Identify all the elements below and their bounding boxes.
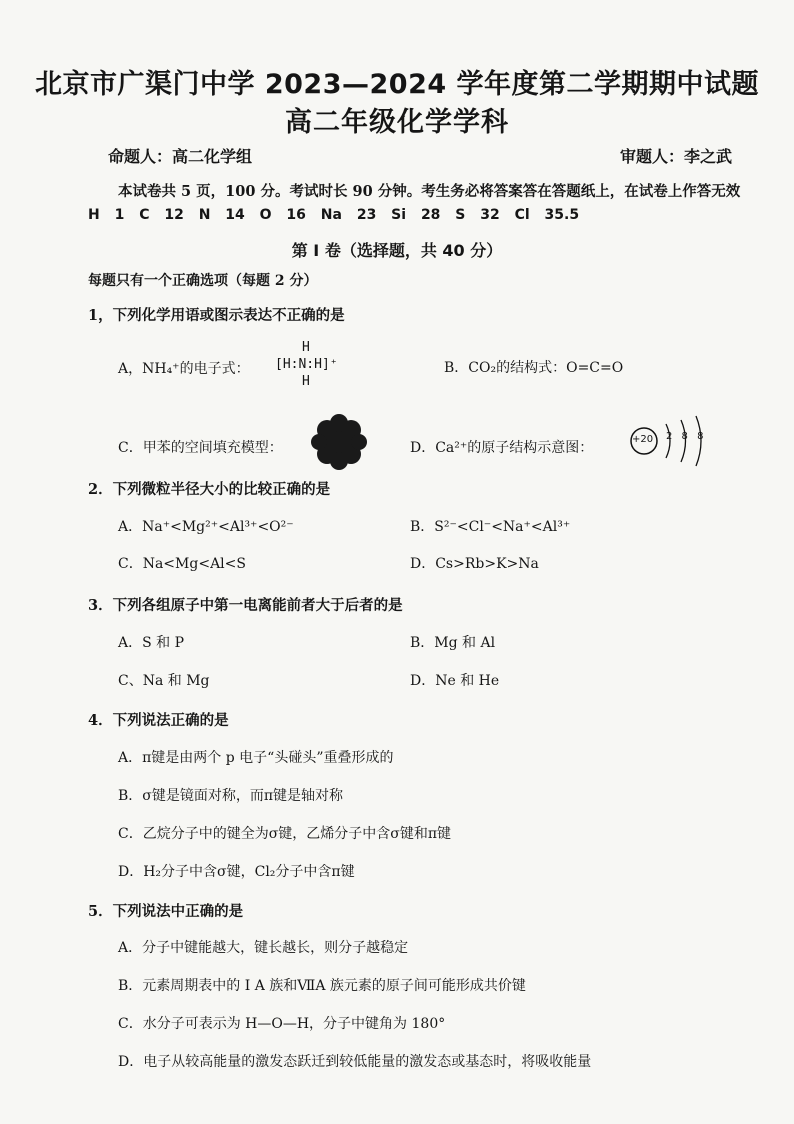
q1-option-a: A，NH₄⁺的电子式： bbox=[118, 361, 250, 377]
question-4-stem: 4．下列说法正确的是 bbox=[88, 712, 229, 729]
q3-option-a: A．S 和 P bbox=[118, 635, 185, 651]
question-3-stem: 3．下列各组原子中第一电离能前者大于后者的是 bbox=[88, 597, 403, 614]
q5-option-b: B．元素周期表中的 I A 族和ⅦA 族元素的原子间可能形成共价键 bbox=[118, 978, 526, 994]
exam-title: 北京市广渠门中学 2023—2024 学年度第二学期期中试题 bbox=[34, 69, 760, 100]
question-5-stem: 5．下列说法中正确的是 bbox=[88, 903, 244, 920]
lewis-top-h: H bbox=[302, 340, 310, 355]
q2-option-a: A．Na⁺<Mg²⁺<Al³⁺<O²⁻ bbox=[118, 519, 294, 535]
q3-option-b: B．Mg 和 Al bbox=[410, 635, 496, 651]
atomic-masses: H 1 C 12 N 14 O 16 Na 23 Si 28 S 32 Cl 35.5 bbox=[88, 207, 580, 223]
question-1-stem: 1，下列化学用语或图示表达不正确的是 bbox=[88, 307, 345, 324]
q1-option-d: D．Ca²⁺的原子结构示意图： bbox=[410, 440, 594, 456]
toluene-space-filling-model bbox=[310, 413, 368, 471]
section-title: 第 I 卷（选择题，共 40 分） bbox=[291, 241, 503, 260]
q1-option-c: C．甲苯的空间填充模型： bbox=[118, 440, 283, 456]
exam-subtitle: 高二年级化学学科 bbox=[285, 107, 509, 138]
calcium-nucleus-label: +20 bbox=[632, 434, 654, 445]
q3-option-c: C、Na 和 Mg bbox=[118, 673, 210, 689]
q4-option-a: A．π键是由两个 p 电子“头碰头”重叠形成的 bbox=[118, 750, 394, 766]
ammonium-lewis-structure: [H:N:H]⁺ bbox=[275, 357, 338, 372]
author-label: 命题人：高二化学组 bbox=[108, 147, 253, 166]
lewis-bottom-h: H bbox=[302, 374, 310, 389]
calcium-shell-electrons: 2 8 8 bbox=[666, 431, 704, 442]
exam-intro: 本试卷共 5 页，100 分。考试时长 90 分钟。考生务必将答案答在答题纸上，在试卷上作答无效 bbox=[118, 183, 741, 200]
q4-option-d: D．H₂分子中含σ键，Cl₂分子中含π键 bbox=[118, 864, 355, 880]
q4-option-c: C．乙烷分子中的键全为σ键，乙烯分子中含σ键和π键 bbox=[118, 826, 452, 842]
q2-option-b: B．S²⁻<Cl⁻<Na⁺<Al³⁺ bbox=[410, 519, 571, 535]
instruction: 每题只有一个正确选项（每题 2 分） bbox=[88, 273, 318, 289]
q3-option-d: D．Ne 和 He bbox=[410, 673, 500, 689]
reviewer-label: 审题人：李之武 bbox=[620, 147, 733, 166]
q2-option-c: C．Na<Mg<Al<S bbox=[118, 556, 246, 572]
q5-option-a: A．分子中键能越大，键长越长，则分子越稳定 bbox=[118, 940, 409, 956]
question-2-stem: 2．下列微粒半径大小的比较正确的是 bbox=[88, 481, 331, 498]
q2-option-d: D．Cs>Rb>K>Na bbox=[410, 556, 539, 572]
q1-option-b: B．CO₂的结构式：O=C=O bbox=[444, 360, 624, 376]
q5-option-d: D．电子从较高能量的激发态跃迁到较低能量的激发态或基态时，将吸收能量 bbox=[118, 1054, 592, 1070]
q4-option-b: B．σ键是镜面对称，而π键是轴对称 bbox=[118, 788, 344, 804]
q5-option-c: C．水分子可表示为 H—O—H，分子中键角为 180° bbox=[118, 1016, 446, 1032]
